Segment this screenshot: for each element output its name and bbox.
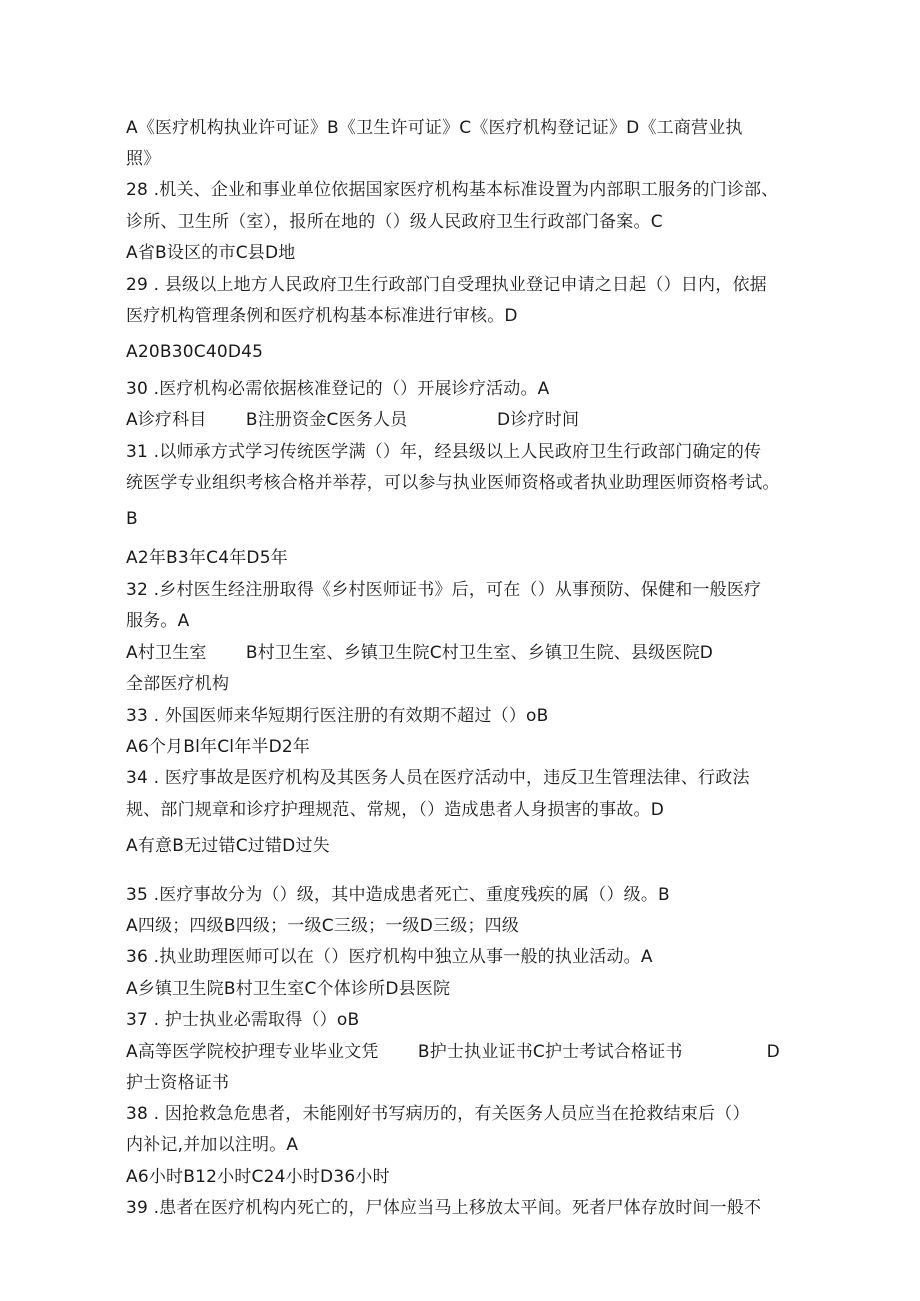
line-24: 35 .医疗事故分为（）级，其中造成患者死亡、重度残疾的属（）级。B <box>126 885 670 905</box>
line-28: 37 . 护士执业必需取得（）oB <box>126 1010 360 1030</box>
line-22: 规、部门规章和诊疗护理规范、常规，（）造成患者人身损害的事故。D <box>126 800 664 820</box>
line-6: 29 . 县级以上地方人民政府卫生行政部门自受理执业登记申请之日起（）日内，依据 <box>126 275 767 295</box>
line-9: 30 .医疗机构必需依据核准登记的（）开展诊疗活动。A <box>126 379 550 399</box>
line-34: 39 .患者在医疗机构内死亡的，尸体应当马上移放太平间。死者尸体存放时间一般不 <box>126 1198 762 1218</box>
line-23: A有意B无过错C过错D过失 <box>126 836 330 856</box>
line-13: B <box>126 509 138 529</box>
line-10: A诊疗科目 B注册资金C医务人员 D诊疗时间 <box>126 410 580 430</box>
line-16: 服务。A <box>126 611 190 631</box>
line-11: 31 .以师承方式学习传统医学满（）年，经县级以上人民政府卫生行政部门确定的传 <box>126 442 762 462</box>
line-18: 全部医疗机构 <box>126 674 230 694</box>
line-14: A2年B3年C4年D5年 <box>126 548 288 568</box>
line-19: 33 . 外国医师来华短期行医注册的有效期不超过（）oB <box>126 706 549 726</box>
line-30: 护士资格证书 <box>126 1073 230 1093</box>
line-15: 32 .乡村医生经注册取得《乡村医师证书》后，可在（）从事预防、保健和一般医疗 <box>126 580 762 600</box>
line-1: A《医疗机构执业许可证》B《卫生许可证》C《医疗机构登记证》D《工商营业执 <box>126 118 743 138</box>
line-32: 内补记,并加以注明。A <box>126 1135 299 1155</box>
line-2: 照》 <box>126 149 161 169</box>
line-25: A四级；四级B四级；一级C三级；一级D三级；四级 <box>126 916 520 936</box>
line-33: A6小时B12小时C24小时D36小时 <box>126 1167 390 1187</box>
line-27: A乡镇卫生院B村卫生室C个体诊所D县医院 <box>126 979 451 999</box>
line-8: A20B30C40D45 <box>126 342 264 362</box>
line-3: 28 .机关、企业和事业单位依据国家医疗机构基本标准设置为内部职工服务的门诊部、 <box>126 180 779 200</box>
line-20: A6个月Bl年Cl年半D2年 <box>126 737 311 757</box>
line-12: 统医学专业组织考核合格并举荐，可以参与执业医师资格或者执业助理医师资格考试。 <box>126 473 780 493</box>
line-21: 34 . 医疗事故是医疗机构及其医务人员在医疗活动中，违反卫生管理法律、行政法 <box>126 768 750 788</box>
line-31: 38 . 因抢救急危患者，未能刚好书写病历的，有关医务人员应当在抢救结束后（） <box>126 1104 750 1124</box>
line-7: 医疗机构管理条例和医疗机构基本标准进行审核。D <box>126 306 518 326</box>
line-5: A省B设区的市C县D地 <box>126 243 296 263</box>
line-17: A村卫生室 B村卫生室、乡镇卫生院C村卫生室、乡镇卫生院、县级医院D <box>126 643 714 663</box>
line-29: A高等医学院校护理专业毕业文凭 B护士执业证书C护士考试合格证书 D <box>126 1042 780 1062</box>
line-4: 诊所、卫生所（室），报所在地的（）级人民政府卫生行政部门备案。C <box>126 212 663 232</box>
line-26: 36 .执业助理医师可以在（）医疗机构中独立从事一般的执业活动。A <box>126 947 653 967</box>
